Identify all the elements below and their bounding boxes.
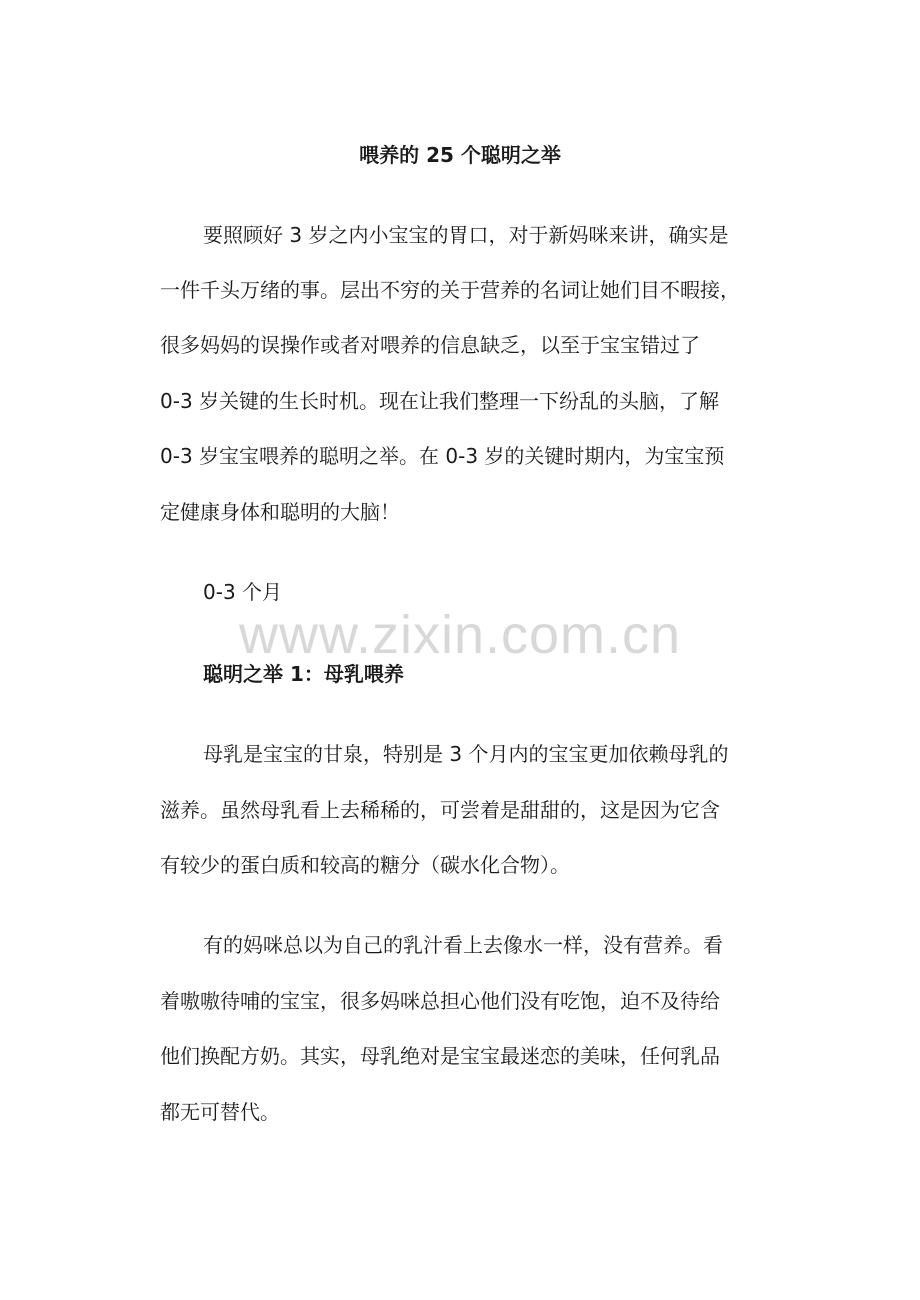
intro-line: 一件千头万绪的事。层出不穷的关于营养的名词让她们目不暇接， — [160, 278, 740, 302]
section-label: 0-3 个月 — [203, 580, 283, 604]
intro-line: 要照顾好 3 岁之内小宝宝的胃口，对于新妈咪来讲，确实是 — [203, 223, 729, 247]
intro-line: 定健康身体和聪明的大脑！ — [160, 500, 400, 524]
intro-line: 0-3 岁宝宝喂养的聪明之举。在 0-3 岁的关键时期内，为宝宝预 — [160, 444, 725, 468]
paragraph-line: 母乳是宝宝的甘泉，特别是 3 个月内的宝宝更加依赖母乳的 — [203, 742, 729, 766]
paragraph-line: 着嗷嗷待哺的宝宝，很多妈咪总担心他们没有吃饱，迫不及待给 — [160, 989, 720, 1013]
paragraph-line: 他们换配方奶。其实，母乳绝对是宝宝最迷恋的美味，任何乳品 — [160, 1044, 720, 1068]
intro-line: 0-3 岁关键的生长时机。现在让我们整理一下纷乱的头脑，了解 — [160, 389, 720, 413]
intro-line: 很多妈妈的误操作或者对喂养的信息缺乏，以至于宝宝错过了 — [160, 333, 700, 357]
paragraph-line: 有较少的蛋白质和较高的糖分（碳水化合物）。 — [160, 853, 570, 877]
watermark: www.zixin.com.cn — [238, 605, 682, 665]
document-title: 喂养的 25 个聪明之举 — [359, 143, 561, 167]
paragraph-line: 都无可替代。 — [160, 1100, 280, 1124]
paragraph-line: 有的妈咪总以为自己的乳汁看上去像水一样，没有营养。看 — [203, 933, 723, 957]
paragraph-line: 滋养。虽然母乳看上去稀稀的，可尝着是甜甜的，这是因为它含 — [160, 798, 720, 822]
section-heading: 聪明之举 1：母乳喂养 — [203, 662, 404, 686]
